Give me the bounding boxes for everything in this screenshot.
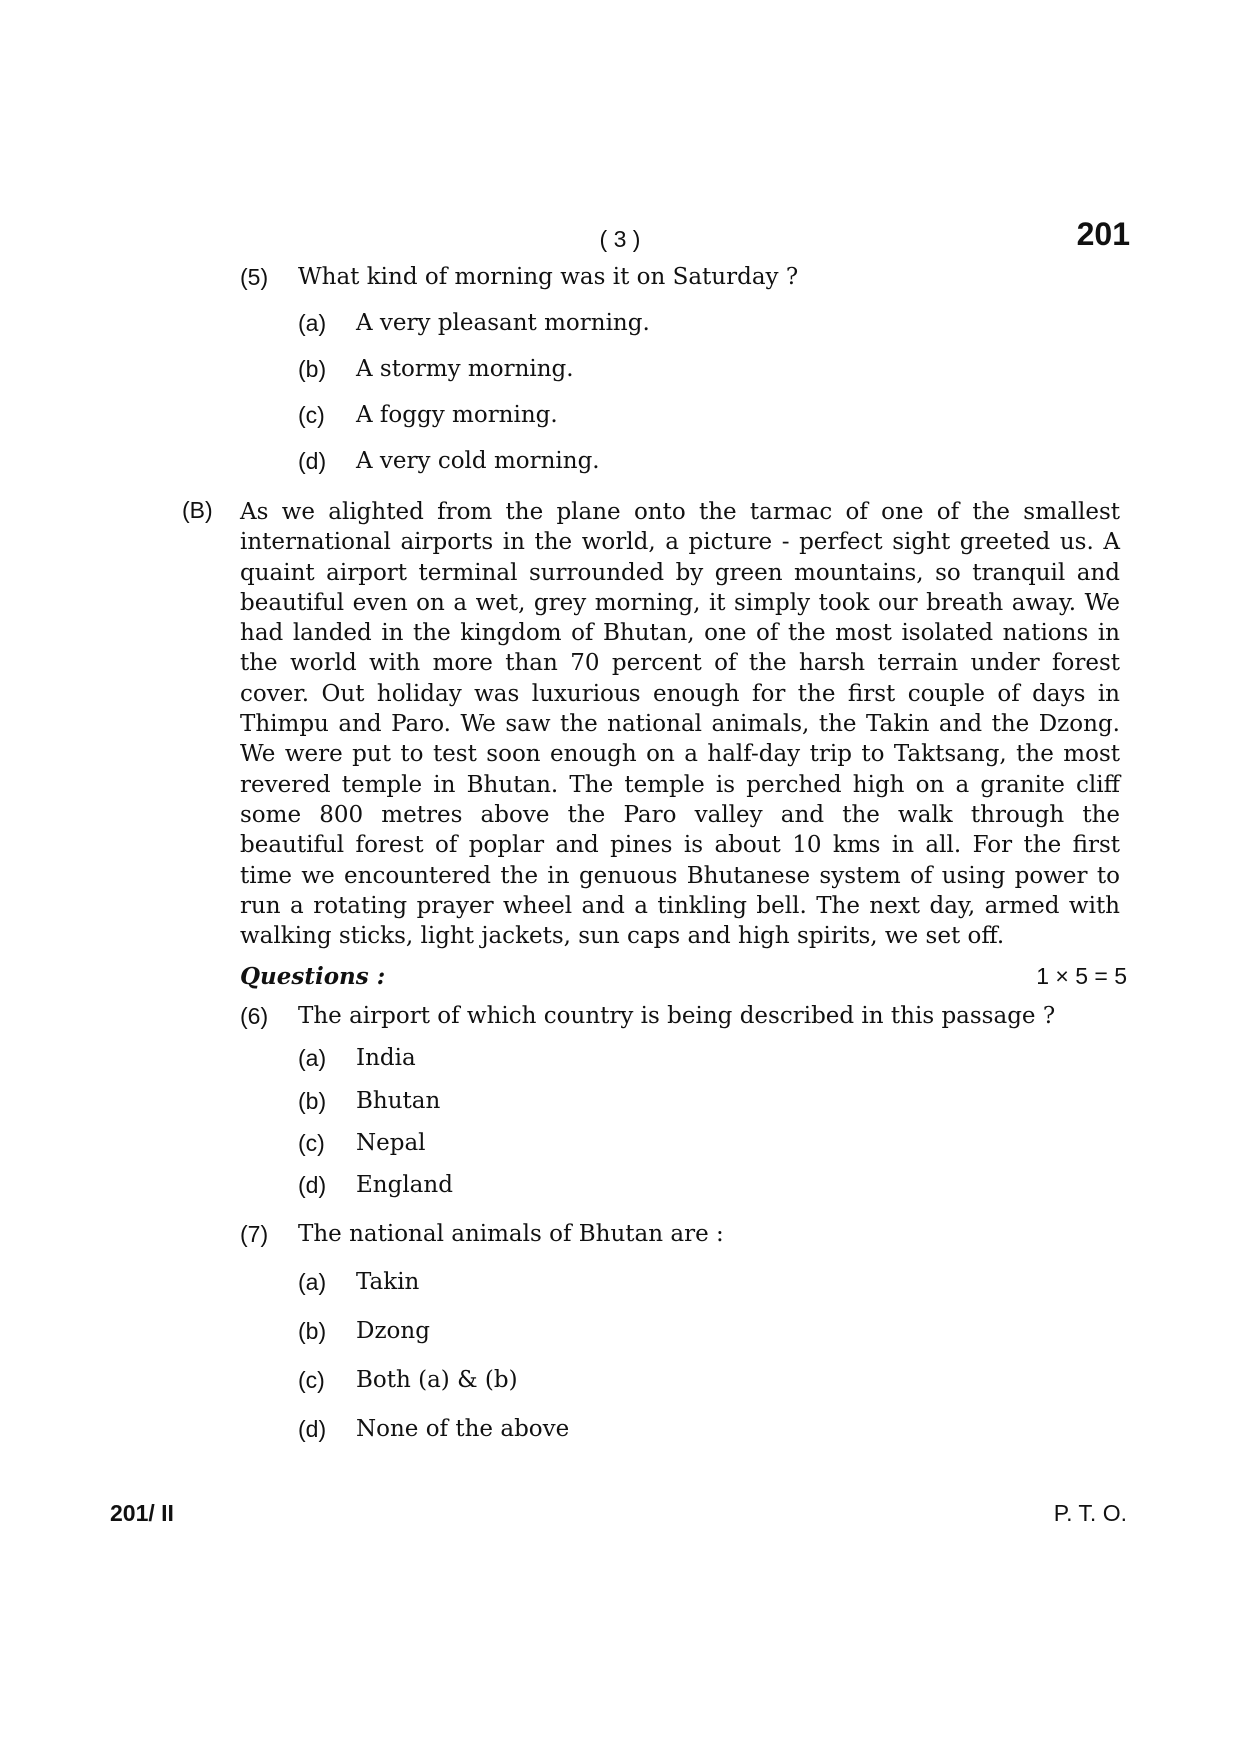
option-text: Bhutan — [356, 1088, 441, 1114]
option-label: (d) — [298, 1172, 327, 1198]
passage — [240, 497, 1120, 951]
question-number: (7) — [240, 1221, 269, 1247]
passage-line: Thimpu and Paro. We saw the national animals, the Takin and the Dzong. — [240, 711, 1120, 738]
option-text: England — [356, 1172, 453, 1198]
option-text: Takin — [356, 1269, 420, 1295]
question-text: The national animals of Bhutan are : — [298, 1221, 724, 1247]
passage-line: revered temple in Bhutan. The temple is perched high on a granite cliff — [240, 771, 1120, 798]
footer-paper-code: 201/ II — [110, 1500, 174, 1526]
option-label: (b) — [298, 356, 327, 382]
option-text: A very pleasant morning. — [356, 310, 650, 336]
section-b-label: (B) — [182, 497, 213, 523]
footer-pto: P. T. O. — [1053, 1500, 1127, 1526]
option-text: None of the above — [356, 1416, 570, 1442]
questions-heading: Questions : — [240, 963, 386, 990]
option-text: A very cold morning. — [356, 448, 600, 474]
passage-line: had landed in the kingdom of Bhutan, one of the most isolated nations in — [240, 620, 1120, 647]
option-text: Dzong — [356, 1318, 430, 1344]
option-label: (d) — [298, 1416, 327, 1442]
passage-line: cover. Out holiday was luxurious enough for the first couple of days in — [240, 680, 1120, 707]
question-number: (6) — [240, 1003, 269, 1029]
question-text: The airport of which country is being described in this passage ? — [298, 1003, 1056, 1029]
option-label: (b) — [298, 1088, 327, 1114]
paper-code: 201 — [1076, 216, 1130, 252]
question-number: (5) — [240, 264, 269, 290]
page-number: ( 3 ) — [599, 226, 641, 252]
option-text: Nepal — [356, 1130, 426, 1156]
question-text: What kind of morning was it on Saturday ? — [298, 264, 799, 290]
passage-line: some 800 metres above the Paro valley and the walk through the — [240, 801, 1120, 828]
option-label: (c) — [298, 1130, 325, 1156]
passage-line: run a rotating prayer wheel and a tinkling bell. The next day, armed with — [240, 892, 1120, 919]
option-text: A stormy morning. — [356, 356, 574, 382]
passage-line: time we encountered the in genuous Bhutanese system of using power to — [240, 862, 1120, 889]
passage-line: We were put to test soon enough on a half-day trip to Taktsang, the most — [240, 741, 1120, 768]
passage-line: beautiful forest of poplar and pines is about 10 kms in all. For the first — [240, 832, 1120, 859]
passage-line: quaint airport terminal surrounded by green mountains, so tranquil and — [240, 559, 1120, 586]
passage-line: walking sticks, light jackets, sun caps and high spirits, we set off. — [240, 923, 1005, 950]
option-label: (d) — [298, 448, 327, 474]
option-label: (a) — [298, 310, 327, 336]
marks-allocation: 1 × 5 = 5 — [1036, 963, 1127, 989]
option-text: Both (a) & (b) — [356, 1367, 518, 1393]
passage-line: the world with more than 70 percent of the harsh terrain under forest — [240, 650, 1120, 677]
option-label: (b) — [298, 1318, 327, 1344]
option-text: India — [356, 1045, 416, 1071]
option-label: (a) — [298, 1269, 327, 1295]
passage-line: international airports in the world, a picture - perfect sight greeted us. A — [240, 529, 1120, 556]
option-label: (a) — [298, 1045, 327, 1071]
option-label: (c) — [298, 1367, 325, 1393]
option-label: (c) — [298, 402, 325, 428]
passage-line: beautiful even on a wet, grey morning, it simply took our breath away. We — [240, 589, 1120, 616]
option-text: A foggy morning. — [356, 402, 558, 428]
passage-line: As we alighted from the plane onto the tarmac of one of the smallest — [240, 499, 1120, 525]
